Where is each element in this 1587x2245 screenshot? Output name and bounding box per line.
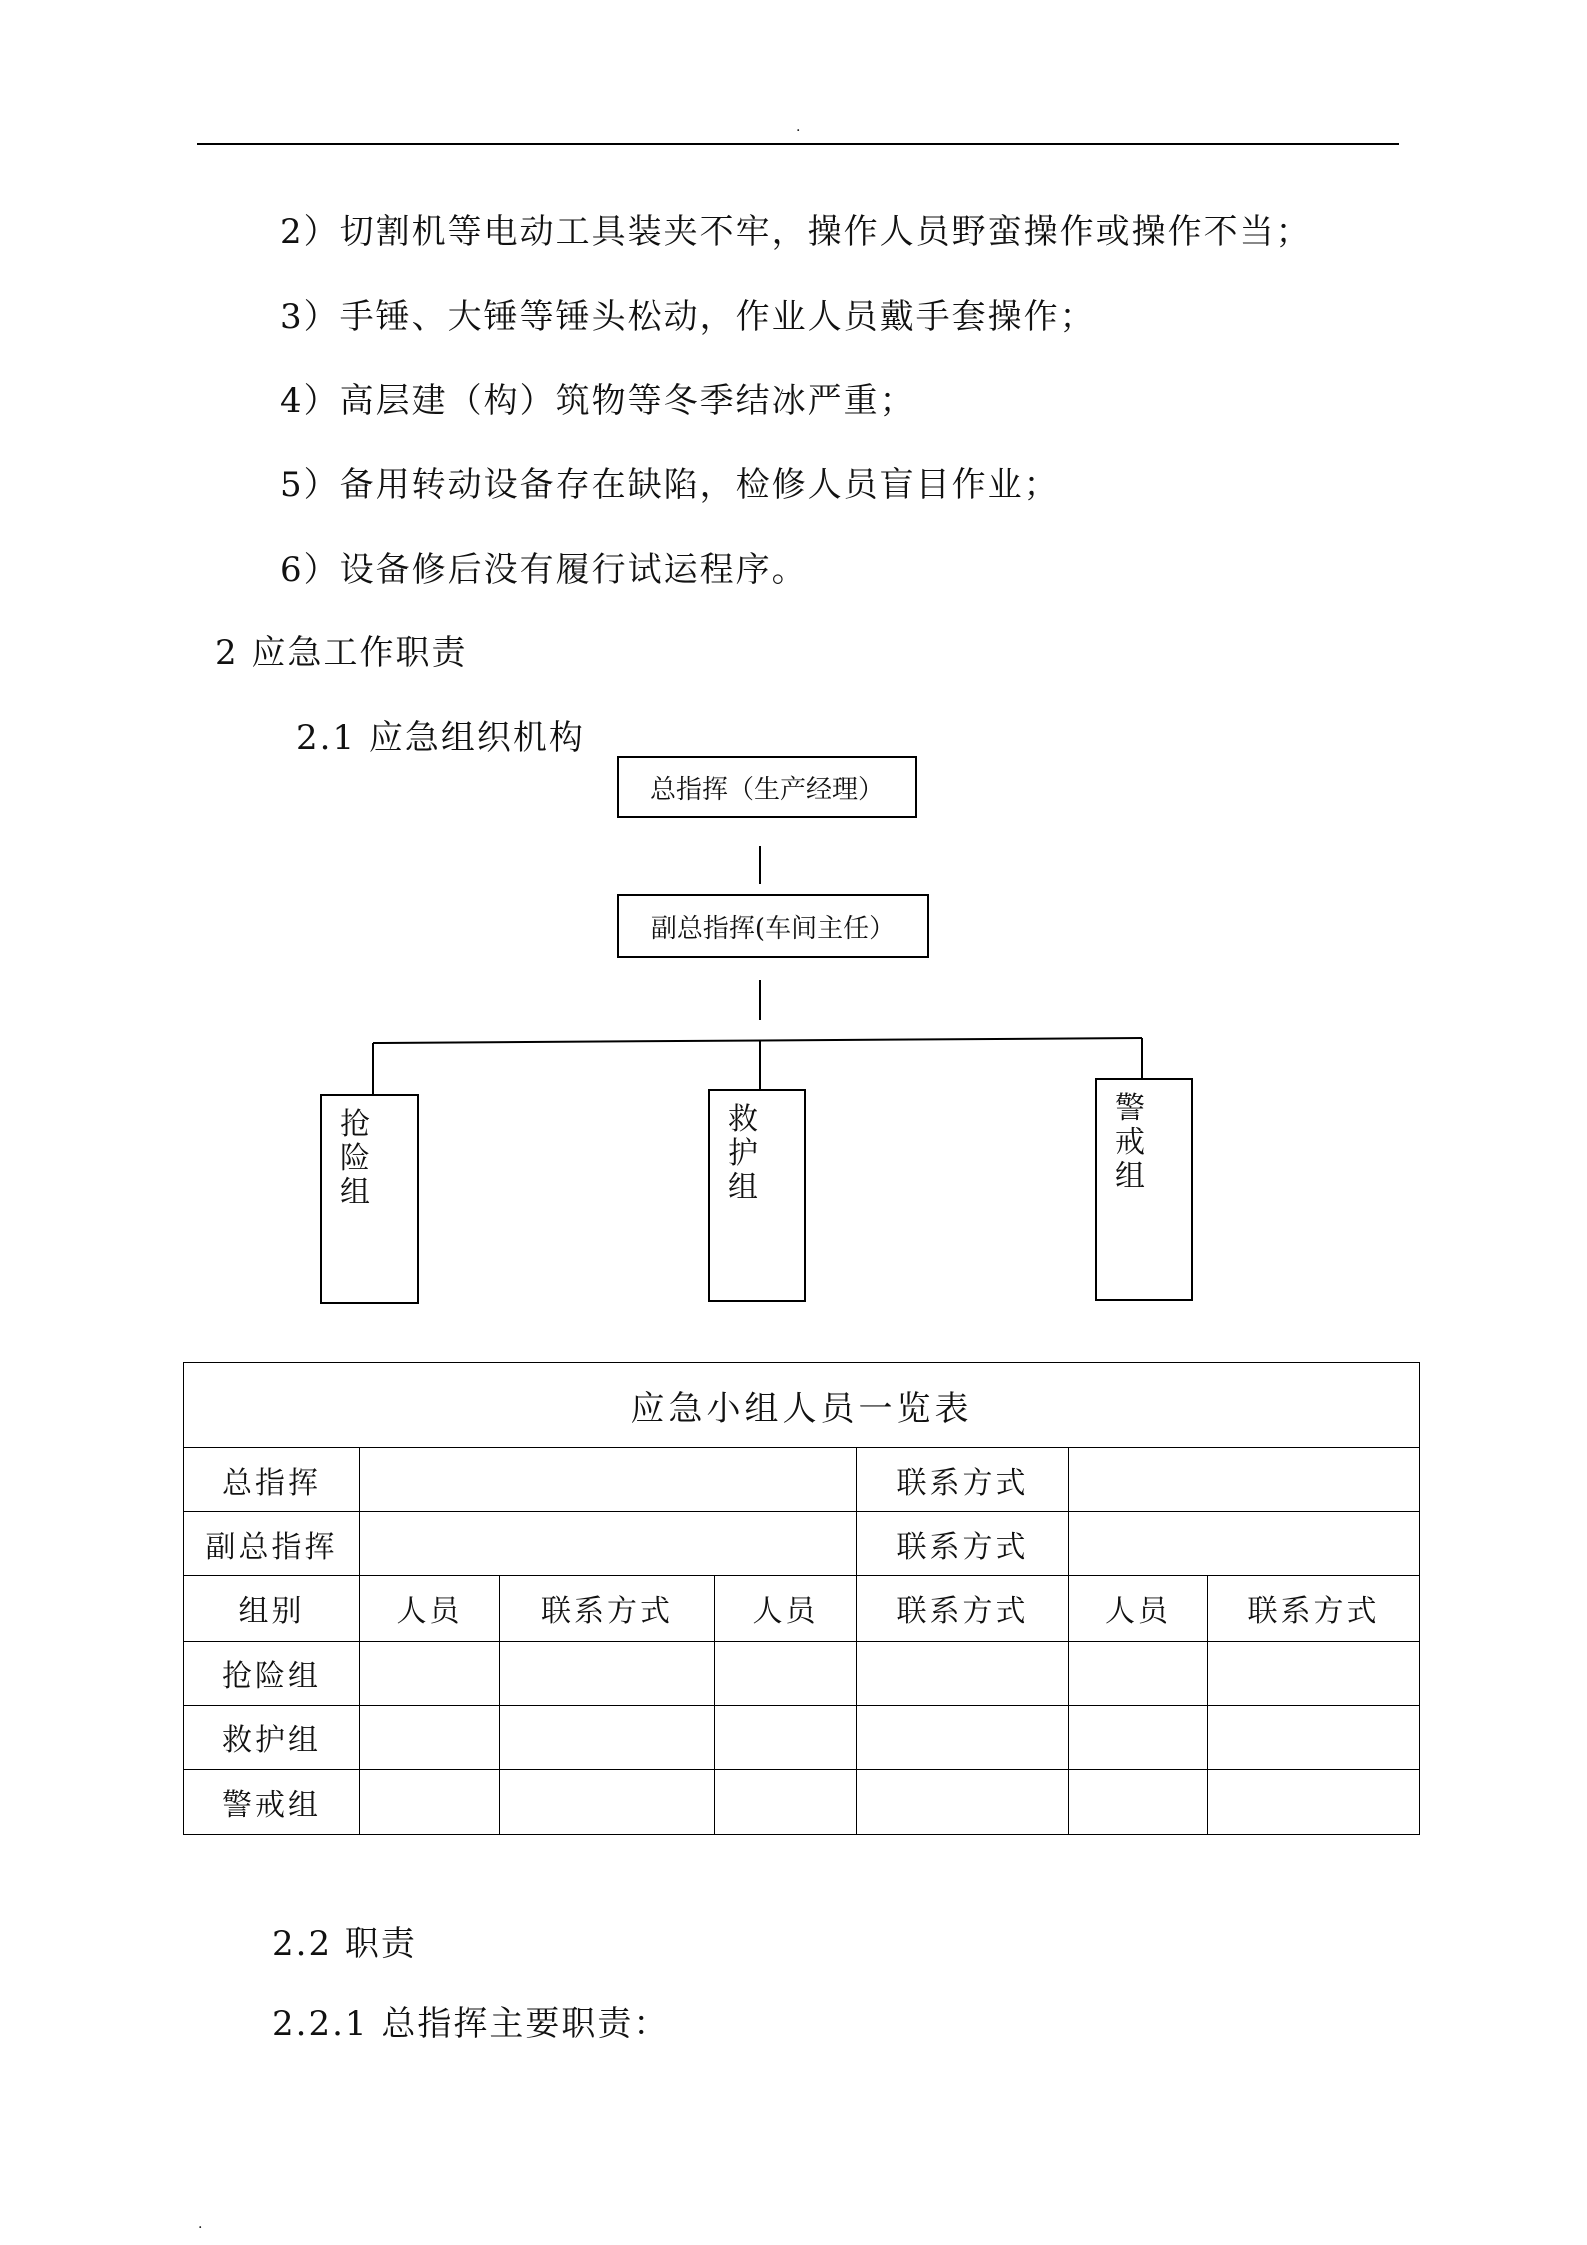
roster-commander-contact (1069, 1448, 1420, 1512)
roster-cell (715, 1705, 857, 1769)
section-2-title: 2 应急工作职责 (215, 633, 468, 673)
roster-person-header: 人员 (1069, 1576, 1208, 1641)
hazard-item: 4）高层建（构）筑物等冬季结冰严重； (280, 381, 916, 421)
roster-commander-name (360, 1448, 857, 1512)
roster-cell (500, 1641, 715, 1705)
org-group-char: 护 (728, 1136, 758, 1171)
roster-cell (857, 1705, 1069, 1769)
org-group-rescue (320, 1094, 419, 1304)
roster-deputy-contact-label: 联系方式 (857, 1512, 1069, 1576)
roster-title: 应急小组人员一览表 (184, 1363, 1420, 1448)
section-2-1-title: 2.1 应急组织机构 (296, 718, 585, 758)
roster-person-header: 人员 (360, 1576, 500, 1641)
org-commander-box (617, 756, 917, 818)
footer-mark: . (198, 2216, 203, 2232)
roster-person-header: 人员 (715, 1576, 857, 1641)
org-group-char: 警 (1115, 1091, 1145, 1126)
roster-cell (360, 1641, 500, 1705)
roster-row-label: 抢险组 (184, 1641, 360, 1705)
roster-group-header: 组别 (184, 1576, 360, 1641)
roster-commander-label: 总指挥 (184, 1448, 360, 1512)
roster-cell (857, 1769, 1069, 1834)
roster-cell (715, 1641, 857, 1705)
roster-cell (1069, 1705, 1208, 1769)
roster-row-label: 警戒组 (184, 1769, 360, 1834)
org-group-char: 险 (340, 1141, 370, 1176)
org-group-char: 组 (1115, 1159, 1145, 1194)
roster-cell (715, 1769, 857, 1834)
roster-cell (360, 1705, 500, 1769)
hazard-item: 3）手锤、大锤等锤头松动，作业人员戴手套操作； (280, 297, 1096, 337)
roster-cell (360, 1769, 500, 1834)
roster-contact-header: 联系方式 (500, 1576, 715, 1641)
org-group-char: 组 (340, 1175, 370, 1210)
roster-cell (500, 1705, 715, 1769)
hazard-item: 2）切割机等电动工具装夹不牢，操作人员野蛮操作或操作不当； (280, 212, 1312, 252)
org-commander-label: 总指挥（生产经理） (649, 774, 884, 805)
section-2-2-1-title: 2.2.1 总指挥主要职责： (272, 2004, 670, 2044)
roster-deputy-name (360, 1512, 857, 1576)
org-group-char: 救 (728, 1102, 758, 1137)
header-mark: . (796, 119, 801, 135)
roster-table (183, 1362, 1420, 1835)
roster-cell (857, 1641, 1069, 1705)
org-group-cordon (1095, 1078, 1193, 1301)
org-deputy-label: 副总指挥(车间主任） (650, 913, 896, 944)
roster-contact-header: 联系方式 (857, 1576, 1069, 1641)
org-group-char: 抢 (340, 1107, 370, 1142)
roster-row-label: 救护组 (184, 1705, 360, 1769)
roster-cell (1069, 1769, 1208, 1834)
roster-cell (1208, 1641, 1420, 1705)
roster-deputy-contact (1069, 1512, 1420, 1576)
org-group-char: 戒 (1115, 1125, 1145, 1160)
org-group-char: 组 (728, 1170, 758, 1205)
roster-cell (1069, 1641, 1208, 1705)
roster-contact-header: 联系方式 (1208, 1576, 1420, 1641)
roster-deputy-label: 副总指挥 (184, 1512, 360, 1576)
hazard-item: 5）备用转动设备存在缺陷，检修人员盲目作业； (280, 465, 1060, 505)
roster-cell (500, 1769, 715, 1834)
hazard-item: 6）设备修后没有履行试运程序。 (280, 550, 808, 590)
roster-commander-contact-label: 联系方式 (857, 1448, 1069, 1512)
section-2-2-title: 2.2 职责 (272, 1924, 417, 1964)
roster-cell (1208, 1705, 1420, 1769)
org-group-firstaid (708, 1089, 806, 1302)
org-deputy-box (617, 894, 929, 958)
connector-bus (373, 1038, 1142, 1043)
roster-cell (1208, 1769, 1420, 1834)
